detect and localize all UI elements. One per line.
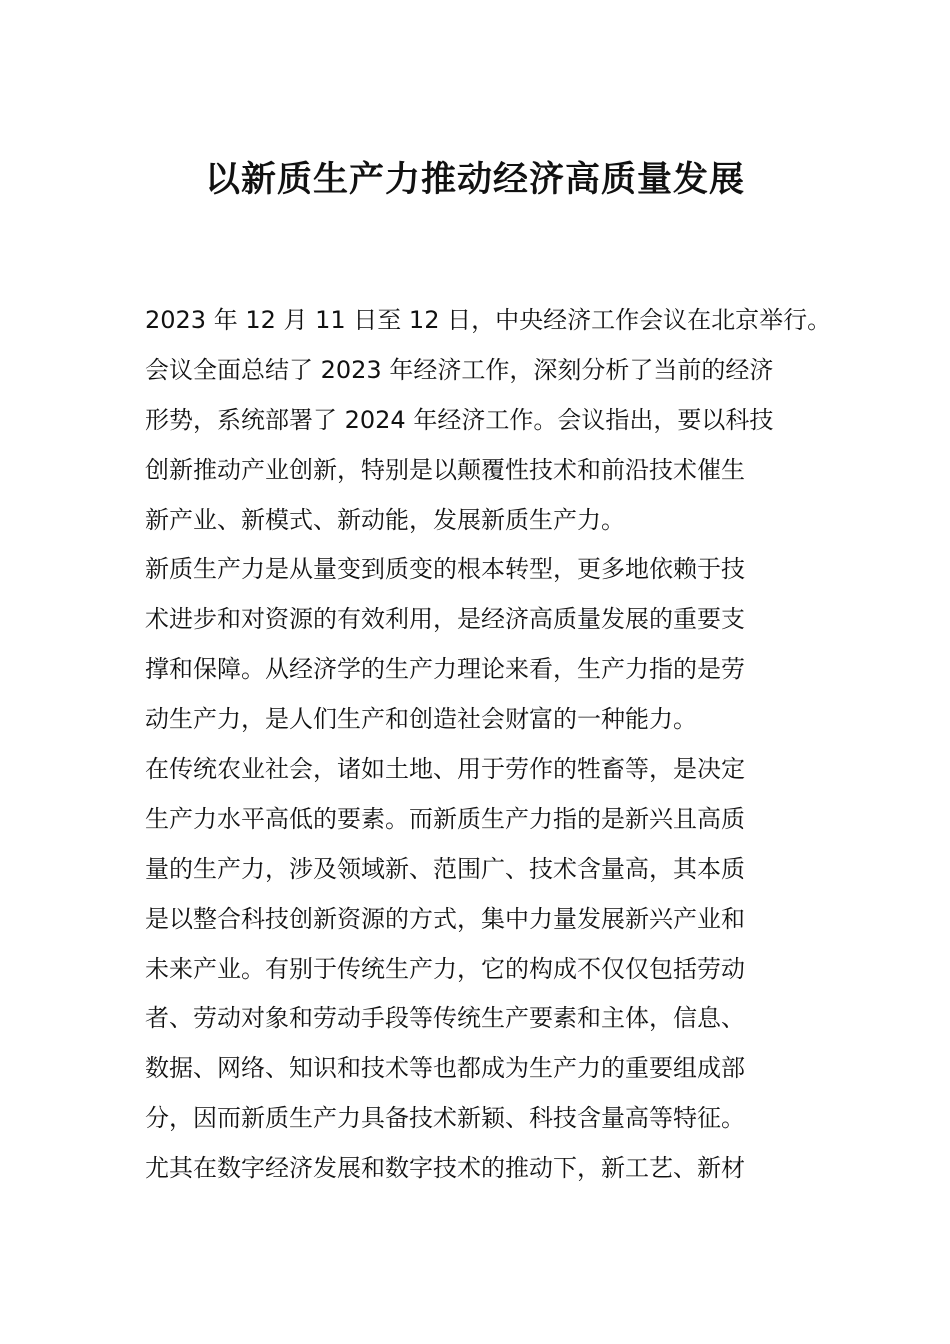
body-line: 分，因而新质生产力具备技术新颖、科技含量高等特征。 bbox=[145, 1104, 745, 1133]
body-line: 2023 年 12 月 11 日至 12 日，中央经济工作会议在北京举行。 bbox=[145, 306, 832, 334]
body-line: 新质生产力是从量变到质变的根本转型，更多地依赖于技 bbox=[145, 555, 745, 584]
document-title: 以新质生产力推动经济高质量发展 bbox=[204, 160, 745, 200]
body-line: 尤其在数字经济发展和数字技术的推动下，新工艺、新材 bbox=[145, 1154, 745, 1183]
body-line: 术进步和对资源的有效利用，是经济高质量发展的重要支 bbox=[145, 605, 745, 634]
body-line: 新产业、新模式、新动能，发展新质生产力。 bbox=[145, 505, 625, 534]
body-line: 动生产力，是人们生产和创造社会财富的一种能力。 bbox=[145, 705, 697, 734]
body-line: 会议全面总结了 2023 年经济工作，深刻分析了当前的经济 bbox=[145, 355, 774, 384]
body-line: 数据、网络、知识和技术等也都成为生产力的重要组成部 bbox=[145, 1054, 745, 1083]
body-line: 是以整合科技创新资源的方式，集中力量发展新兴产业和 bbox=[145, 904, 745, 933]
body-line: 在传统农业社会，诸如土地、用于劳作的牲畜等，是决定 bbox=[145, 755, 745, 784]
body-line: 形势，系统部署了 2024 年经济工作。会议指出，要以科技 bbox=[145, 405, 774, 434]
document-body bbox=[145, 296, 832, 1194]
body-line: 者、劳动对象和劳动手段等传统生产要素和主体，信息、 bbox=[145, 1004, 745, 1033]
body-line: 生产力水平高低的要素。而新质生产力指的是新兴且高质 bbox=[145, 804, 745, 833]
body-line: 未来产业。有别于传统生产力，它的构成不仅仅包括劳动 bbox=[145, 954, 745, 983]
body-line: 创新推动产业创新，特别是以颠覆性技术和前沿技术催生 bbox=[145, 455, 745, 484]
body-line: 量的生产力，涉及领域新、范围广、技术含量高，其本质 bbox=[145, 854, 745, 883]
body-line: 撑和保障。从经济学的生产力理论来看，生产力指的是劳 bbox=[145, 655, 745, 684]
